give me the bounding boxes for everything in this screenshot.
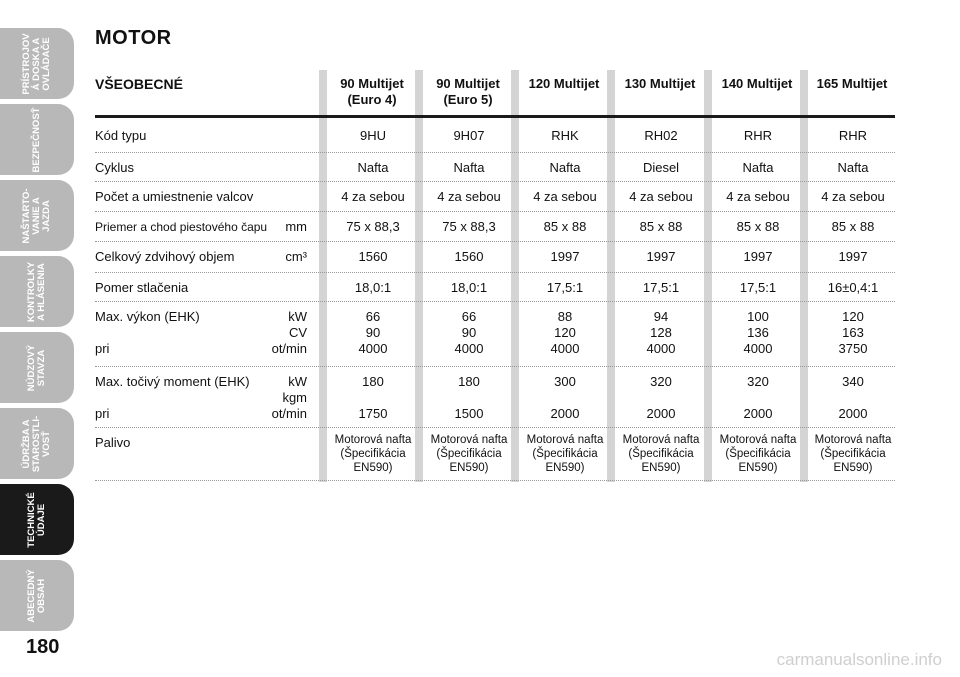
column-header: 120 Multijet bbox=[528, 76, 600, 91]
table-cell: RHR bbox=[838, 128, 868, 143]
table-cell: Nafta bbox=[453, 160, 485, 175]
table-row bbox=[95, 120, 895, 153]
table-cell: 320 2000 bbox=[743, 374, 773, 421]
row-label-line: Pomer stlačenia bbox=[95, 280, 189, 295]
chapter-tab[interactable] bbox=[0, 332, 74, 403]
table-cell: 18,0:1 bbox=[450, 280, 488, 295]
table-cell: Nafta bbox=[742, 160, 774, 175]
chapter-tab[interactable] bbox=[0, 256, 74, 327]
table-cell: 120 163 3750 bbox=[838, 309, 868, 356]
row-label-line: pri bbox=[95, 341, 110, 356]
table-cell: RHK bbox=[551, 128, 579, 143]
chapter-tab-label: NÚDZOVÝ STAVZA bbox=[26, 344, 47, 391]
table-row bbox=[95, 272, 895, 302]
row-unit: kW CV ot/min bbox=[271, 309, 307, 356]
table-cell: Motorová nafta (Špecifikácia EN590) bbox=[334, 434, 412, 474]
table-header-label: VŠEOBECNÉ bbox=[95, 76, 183, 92]
table-row bbox=[95, 241, 895, 273]
chapter-tab-label: KONTROLKY A HLÁSENIA bbox=[26, 261, 47, 322]
table-row bbox=[95, 301, 895, 367]
chapter-tab-label: BEZPEČNOSŤ bbox=[31, 107, 42, 172]
row-label bbox=[95, 280, 307, 296]
row-unit: mm bbox=[285, 219, 307, 234]
table-cell: Diesel bbox=[642, 160, 680, 175]
column-header: 90 Multijet (Euro 5) bbox=[436, 76, 500, 107]
table-row bbox=[95, 152, 895, 182]
table-cell: 340 2000 bbox=[838, 374, 868, 421]
chapter-tab-label: NAŠTARTO- VANIE A JAZDA bbox=[21, 187, 52, 244]
table-cell: Motorová nafta (Špecifikácia EN590) bbox=[719, 434, 797, 474]
table-cell: Nafta bbox=[549, 160, 581, 175]
table-cell: 4 za sebou bbox=[629, 189, 693, 204]
column-header: 90 Multijet (Euro 4) bbox=[340, 76, 404, 107]
chapter-tab-label: ÚDRŽBA A STAROSTLI- VOSŤ bbox=[21, 415, 52, 472]
row-label-line: Max. točivý moment (EHK) bbox=[95, 374, 250, 389]
table-cell: 9H07 bbox=[453, 128, 485, 143]
row-label-line: Max. výkon (EHK) bbox=[95, 309, 200, 324]
page-number: 180 bbox=[26, 636, 60, 658]
row-unit: cm³ bbox=[285, 249, 307, 264]
chapter-tab-label: TECHNICKÉ ÚDAJE bbox=[26, 491, 47, 548]
table-cell: 4 za sebou bbox=[821, 189, 885, 204]
table-cell: 300 2000 bbox=[550, 374, 580, 421]
table-row bbox=[95, 427, 895, 481]
table-cell: 4 za sebou bbox=[726, 189, 790, 204]
row-label-line: Počet a umiestnenie valcov bbox=[95, 189, 254, 204]
row-label bbox=[95, 219, 307, 235]
header-rule bbox=[95, 115, 895, 118]
table-cell: RH02 bbox=[644, 128, 678, 143]
table-cell: 1560 bbox=[358, 249, 388, 264]
chapter-tab[interactable] bbox=[0, 408, 74, 479]
table-cell: 85 x 88 bbox=[831, 219, 875, 234]
row-label bbox=[95, 189, 307, 205]
table-cell: 1997 bbox=[743, 249, 773, 264]
table-row bbox=[95, 366, 895, 428]
chapter-tab[interactable] bbox=[0, 28, 74, 99]
table-cell: 17,5:1 bbox=[642, 280, 680, 295]
table-cell: Motorová nafta (Špecifikácia EN590) bbox=[622, 434, 700, 474]
table-cell: 320 2000 bbox=[646, 374, 676, 421]
chapter-tab[interactable] bbox=[0, 560, 74, 631]
table-cell: Nafta bbox=[357, 160, 389, 175]
section-title: MOTOR bbox=[95, 27, 172, 49]
table-cell: Motorová nafta (Špecifikácia EN590) bbox=[814, 434, 892, 474]
table-cell: 1560 bbox=[454, 249, 484, 264]
chapter-tab[interactable] bbox=[0, 484, 74, 555]
row-label-line: Celkový zdvihový objem bbox=[95, 249, 235, 264]
table-cell: 1997 bbox=[550, 249, 580, 264]
table-cell: 16±0,4:1 bbox=[827, 280, 879, 295]
row-label-line: Cyklus bbox=[95, 160, 135, 175]
column-header: 130 Multijet bbox=[624, 76, 696, 91]
table-cell: 17,5:1 bbox=[546, 280, 584, 295]
table-cell: 85 x 88 bbox=[543, 219, 587, 234]
row-label-line: Palivo bbox=[95, 435, 131, 450]
table-cell: 1997 bbox=[646, 249, 676, 264]
table-cell: 85 x 88 bbox=[639, 219, 683, 234]
chapter-tab-label: ABECEDNÝ OBSAH bbox=[26, 568, 47, 623]
row-label bbox=[95, 249, 307, 265]
table-cell: 66 90 4000 bbox=[454, 309, 484, 356]
table-cell: 100 136 4000 bbox=[743, 309, 773, 356]
chapter-tab[interactable] bbox=[0, 180, 74, 251]
table-cell: 75 x 88,3 bbox=[346, 219, 400, 234]
column-header: 140 Multijet bbox=[721, 76, 793, 91]
row-label-line: Priemer a chod piestového čapu bbox=[95, 220, 268, 234]
row-label-line: Kód typu bbox=[95, 128, 147, 143]
table-cell: 94 128 4000 bbox=[646, 309, 676, 356]
table-cell: RHR bbox=[743, 128, 773, 143]
table-cell: 180 1750 bbox=[358, 374, 388, 421]
table-cell: 9HU bbox=[359, 128, 386, 143]
table-cell: Motorová nafta (Špecifikácia EN590) bbox=[526, 434, 604, 474]
chapter-tab-label: PRÍSTROJOV Á DOSKA A OVLÁDAČE bbox=[21, 32, 52, 95]
row-label bbox=[95, 128, 307, 144]
table-cell: 85 x 88 bbox=[736, 219, 780, 234]
table-cell: 66 90 4000 bbox=[358, 309, 388, 356]
table-cell: 18,0:1 bbox=[354, 280, 392, 295]
row-label-line: pri bbox=[95, 406, 110, 421]
table-cell: 17,5:1 bbox=[739, 280, 777, 295]
row-label bbox=[95, 160, 307, 176]
table-cell: 1997 bbox=[838, 249, 868, 264]
table-cell: 75 x 88,3 bbox=[442, 219, 496, 234]
table-row bbox=[95, 211, 895, 242]
watermark-text: carmanualsonline.info bbox=[776, 650, 942, 669]
column-header: 165 Multijet bbox=[816, 76, 888, 91]
table-cell: 4 za sebou bbox=[533, 189, 597, 204]
table-row bbox=[95, 181, 895, 212]
table-cell: 4 za sebou bbox=[437, 189, 501, 204]
table-cell: Motorová nafta (Špecifikácia EN590) bbox=[430, 434, 508, 474]
row-label bbox=[95, 435, 307, 451]
table-cell: 88 120 4000 bbox=[550, 309, 580, 356]
table-cell: 180 1500 bbox=[454, 374, 484, 421]
chapter-tab[interactable] bbox=[0, 104, 74, 175]
table-cell: 4 za sebou bbox=[341, 189, 405, 204]
table-cell: Nafta bbox=[837, 160, 869, 175]
row-unit: kW kgm ot/min bbox=[271, 374, 307, 421]
